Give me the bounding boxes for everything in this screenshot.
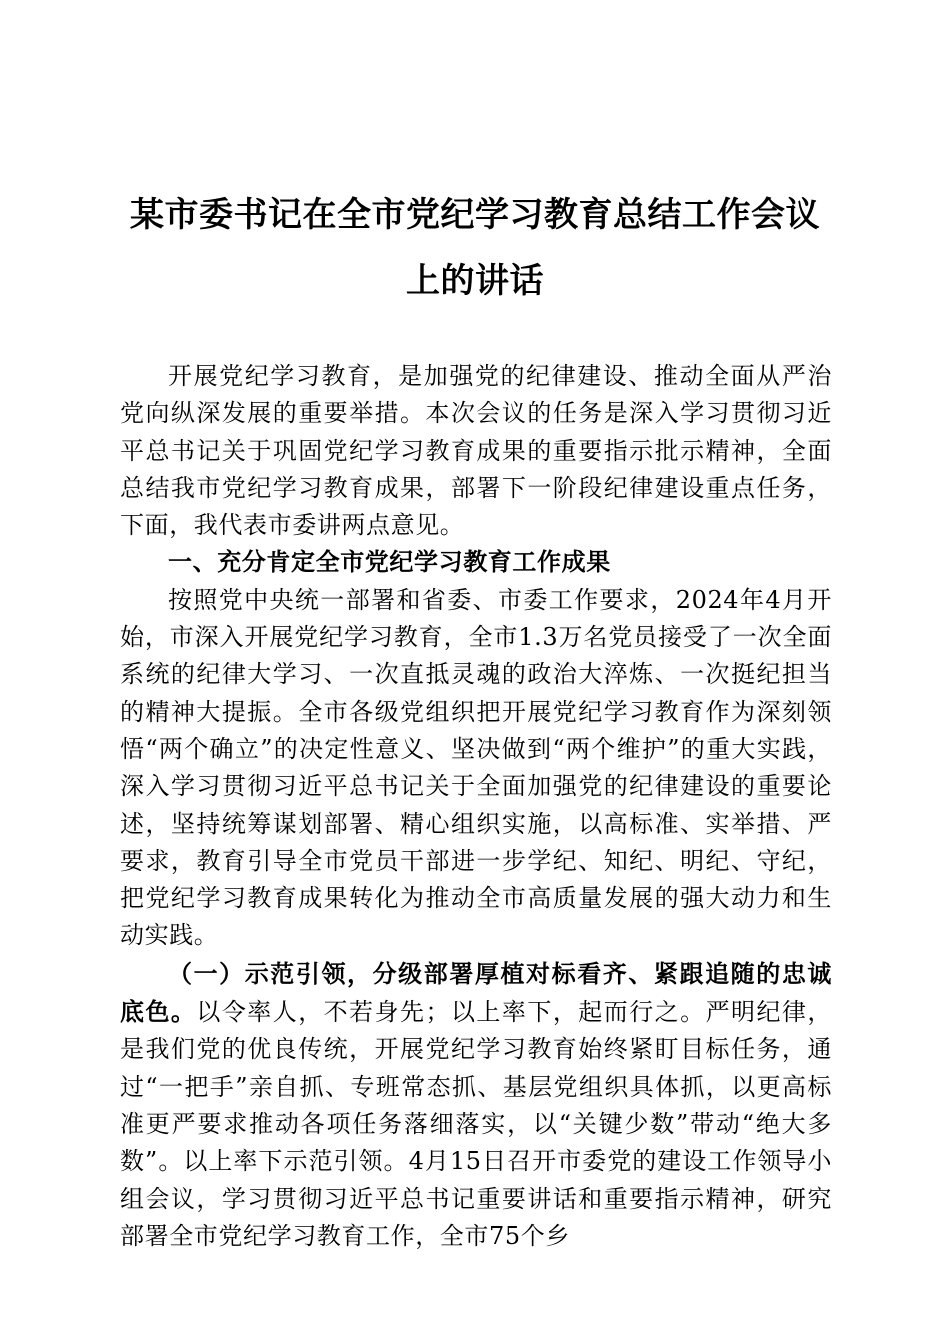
intro-paragraph: 开展党纪学习教育，是加强党的纪律建设、推动全面从严治党向纵深发展的重要举措。本次会议的任务是深入学习贯彻习近平总书记关于巩固党纪学习教育成果的重要指示批示精神，全面总结我市党纪学习教育成果，部署下一阶段纪律建设重点任务，下面，我代表市委讲两点意见。: [120, 362, 832, 540]
document-title: 某市委书记在全市党纪学习教育总结工作会议上的讲话: [130, 195, 820, 301]
section-heading-1: 一、充分肯定全市党纪学习教育工作成果: [168, 548, 611, 577]
subsection-1-lead: （一）示范引领，分级部署厚植对标看齐、紧跟追随的忠诚底色。: [120, 958, 832, 1027]
section-1-paragraph: 按照党中央统一部署和省委、市委工作要求，2024年4月开始，市深入开展党纪学习教育，全市1.3万名党员接受了一次全面系统的纪律大学习、一次直抵灵魂的政治大淬炼、一次挺纪担当的精神大提振。全市各级党组织把开展党纪学习教育作为深刻领悟“两个确立”的决定性意义、坚决做到“两个维护”的重大实践，深入学习贯彻习近平总书记关于全面加强党的纪律建设的重要论述，坚持统筹谋划部署、精心组织实施，以高标准、实举措、严要求，教育引导全市党员干部进一步学纪、知纪、明纪、守纪，把党纪学习教育成果转化为推动全市高质量发展的强大动力和生动实践。: [120, 585, 832, 950]
document-body: [120, 358, 832, 1255]
subsection-1-paragraph: [120, 955, 832, 1255]
subsection-1-text: 以令率人，不若身先；以上率下，起而行之。严明纪律，是我们党的优良传统，开展党纪学习教育始终紧盯目标任务，通过“一把手”亲自抓、专班常态抓、基层党组织具体抓，以更高标准更严要求推动各项任务落细落实，以“关键少数”带动“绝大多数”。以上率下示范引领。4月15日召开市委党的建设工作领导小组会议，学习贯彻习近平总书记重要讲话和重要指示精神，研究部署全市党纪学习教育工作，全市75个乡: [120, 998, 832, 1250]
